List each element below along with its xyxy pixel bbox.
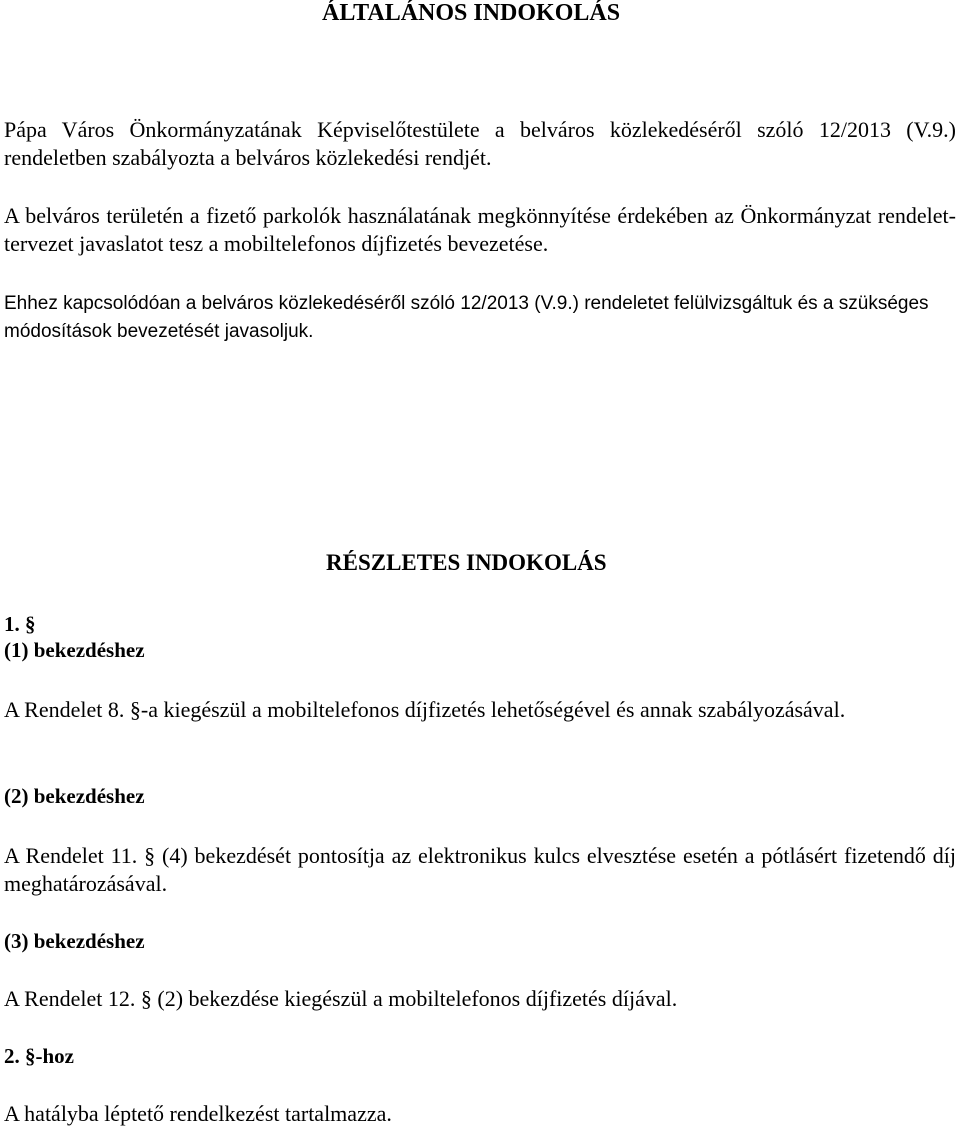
- subsection-1-text: A Rendelet 8. §-a kiegészül a mobiltelefonos díjfizetés lehetőségével és annak szabályozásával.: [4, 697, 846, 722]
- general-paragraph-1: Pápa Város Önkormányzatának Képviselőtestülete a belváros közlekedéséről szóló 12/2013 (V.9.) rendeletben szabályozta a belváros közlekedési rendjét.: [4, 117, 956, 170]
- section-2-text: A hatályba léptető rendelkezést tartalmazza.: [4, 1101, 392, 1126]
- subsection-3-heading: (3) bekezdéshez: [4, 929, 145, 953]
- subsection-3-text: A Rendelet 12. § (2) bekezdése kiegészül a mobiltelefonos díjfizetés díjával.: [4, 986, 678, 1011]
- general-paragraph-3: Ehhez kapcsolódóan a belváros közlekedéséről szóló 12/2013 (V.9.) rendeletet felülvizsgáltuk és a szükséges módosítások bevezetését javasoljuk.: [4, 293, 929, 342]
- general-paragraph-2: A belváros területén a fizető parkolók használatának megkönnyítése érdekében az Önkormányzat rendelet-tervezet javaslatot tesz a mobiltelefonos díjfizetés bevezetése.: [4, 203, 956, 256]
- section-1-number: 1.: [4, 612, 20, 636]
- general-title: ÁLTALÁNOS INDOKOLÁS: [322, 0, 621, 26]
- section-1-heading: [4, 612, 956, 637]
- section-1-symbol: §: [25, 612, 36, 636]
- section-2-heading: 2. §-hoz: [4, 1044, 74, 1068]
- subsection-2-heading: (2) bekezdéshez: [4, 784, 145, 808]
- subsection-2-text: A Rendelet 11. § (4) bekezdését pontosítja az elektronikus kulcs elvesztése esetén a pótlásért fizetendő díj meghatározásával.: [4, 843, 956, 896]
- detailed-title: RÉSZLETES INDOKOLÁS: [326, 550, 607, 575]
- subsection-1-heading: (1) bekezdéshez: [4, 638, 145, 662]
